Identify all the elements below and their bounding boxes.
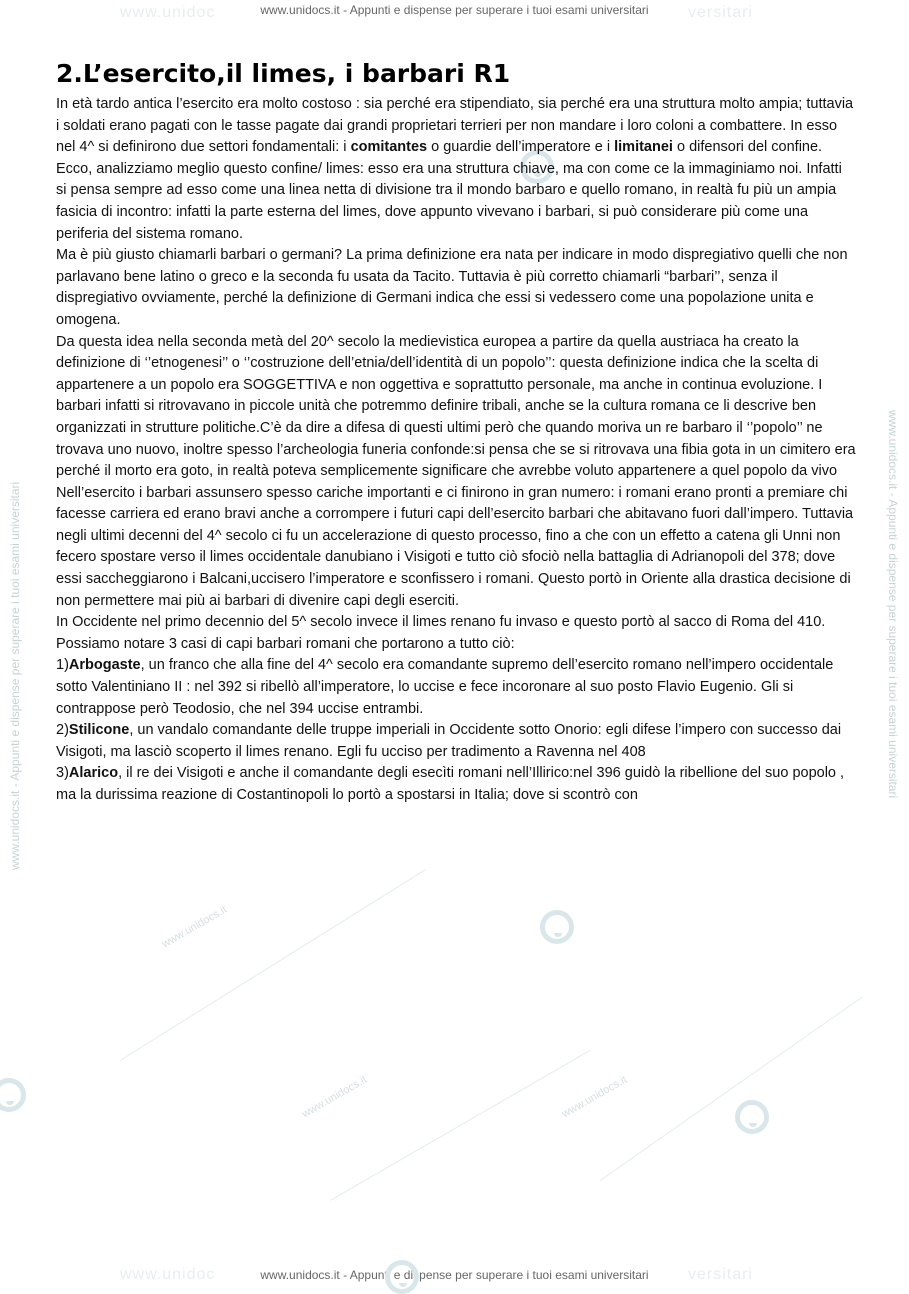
watermark-faint-right: versitari (688, 4, 754, 21)
side-watermark-right: www.unidocs.it - Appunti e dispense per superare i tuoi esami universitari (886, 410, 900, 799)
document-body (56, 58, 856, 807)
watermark-diagonal-line (120, 869, 426, 1061)
term-arbogaste: Arbogaste (68, 657, 141, 674)
diagonal-watermark-1: www.unidocs.it (160, 903, 230, 951)
paragraph-barbari-esercito: Nell’esercito i barbari assunsero spesso cariche importanti e ci finirono in gran numero: i romani erano pronti a premiare chi facesse carriera ed erano bravi anche a corrompere i futuri capi dell’esercito barbari che abitavano fuori dall’impero. Tuttavia negli ultimi decenni del 4^ secolo ci fu un accelerazione di questo processo, fino a che con un effetto a catena gli Unni non fecero spostare verso il limes occidentale danubiano i Visigoti e tutto ciò sfociò nella battaglia di Adrianopoli del 378; dove essi saccheggiarono i Balcani,uccisero l’imperatore e sconfissero i romani. Questo portò in Oriente alla drastica decisione di non permettere mai più ai barbari di divenire capi degli eserciti. (56, 484, 854, 609)
term-stilicone: Stilicone (68, 722, 130, 739)
watermark-logo-icon (0, 1078, 26, 1112)
watermark-logo-icon (385, 1260, 419, 1294)
paragraph-etnogenesi: Da questa idea nella seconda metà del 20^ secolo la medievistica europea a partire da quella austriaca ha creato la definizione di ‘’etnogenesi’’ o ‘’costruzione dell’etnia/dell’identità di un popolo’’: questa definizione indica che la scelta di appartenere a un popolo era SOGGETTIVA e non oggettiva e soprattutto personale, ma anche in continua evoluzione. I barbari infatti si ritrovavano in piccole unità che potremmo definire tribali, anche se la cultura romana ce li descrive ben organizzati in strutture politiche.C’è da dire a difesa di questi ultimi però che quando moriva un re barbaro il ‘’popolo’’ ne trovava uno nuovo, inoltre spesso l’archeologia funeria confonde:si pensa che se si ritrovava una fibia gota in un cimitero era perché il morto era goto, in realtà poteva semplicemente significare che avrebbe voluto appartenere a quel popolo da vivo (56, 333, 856, 480)
list-item-alarico: 3)Alarico, il re dei Visigoti e anche il comandante degli esecìti romani nell’Illirico:nel 396 guidò la ribellione del suo popolo , ma la durissima reazione di Costantinopoli lo portò a spostarsi in Italia; dove si scontrò con (56, 765, 845, 803)
watermark-faint-right-bottom: versitari (688, 1266, 754, 1283)
side-watermark-left: www.unidocs.it - Appunti e dispense per superare i tuoi esami universitari (8, 481, 22, 870)
watermark-logo-icon (540, 910, 574, 944)
term-alarico: Alarico (68, 765, 119, 782)
watermark-diagonal-line (600, 996, 863, 1180)
term-limitanei: limitanei (614, 139, 673, 156)
diagonal-watermark-2: www.unidocs.it (560, 1073, 630, 1121)
paragraph-esercito: In età tardo antica l’esercito era molto costoso : sia perché era stipendiato, sia perché era una struttura molto ampia; tuttavia i soldati erano pagati con le tasse pagate dai grandi proprietari terrieri per non mandare i loro coloni a combattere. In esso nel 4^ si definirono due settori fondamentali: i comitantes o guardie dell’imperatore e i limitanei o difensori del confine. (56, 96, 854, 156)
footer-watermark: www.unidocs.it - Appunti e dispense per superare i tuoi esami universitari (260, 1268, 649, 1282)
paragraph-limes: Ecco, analizziamo meglio questo confine/ limes: esso era una struttura chiave, ma con come ce la immaginiamo noi. Infatti si pensa sempre ad esso come una linea netta di divisione tra il mondo barbaro e quello romano, in realtà fu più un ampia fasicia di incontro: infatti la parte esterna del limes, dove appunto vivevano i barbari, si può considerare più come una periferia del sistema romano. (56, 160, 842, 242)
diagonal-watermark-3: www.unidocs.it (300, 1073, 370, 1121)
watermark-logo-icon (735, 1100, 769, 1134)
term-comitantes: comitantes (350, 139, 428, 156)
document-title: 2.L’esercito,il limes, i barbari R1 (56, 59, 511, 88)
watermark-faint-left-bottom: www.unidoc (120, 1266, 216, 1283)
watermark-faint-left: www.unidoc (120, 4, 216, 21)
list-item-stilicone: 2)Stilicone, un vandalo comandante delle truppe imperiali in Occidente sotto Onorio: egli difese l’impero con successo dai Visigoti, ma lasciò scoperto il limes renano. Egli fu ucciso per tradimento a Ravenna nel 408 (56, 722, 842, 760)
paragraph-barbari-germani: Ma è più giusto chiamarli barbari o germani? La prima definizione era nata per indicare in modo dispregiativo quelli che non parlavano bene latino o greco e la seconda fu usata da Tacito. Tuttavia è più corretto chiamarli “barbari’’, senza il dispregiativo ovviamente, perché la definizione di Germani indica che essi si vedessero come una popolazione unita e omogena. (56, 247, 848, 328)
list-item-arbogaste: 1)Arbogaste, un franco che alla fine del 4^ secolo era comandante supremo dell’esercito romano nell’impero occidentale sotto Valentiniano II : nel 392 si ribellò all’imperatore, lo uccise e fece incoronare al suo posto Flavio Eugenio. Gli si contrappose però Teodosio, che nel 394 uccise entrambi. (56, 657, 834, 717)
watermark-diagonal-line (330, 1050, 590, 1201)
paragraph-occidente: In Occidente nel primo decennio del 5^ secolo invece il limes renano fu invaso e questo portò al sacco di Roma del 410. Possiamo notare 3 casi di capi barbari romani che portarono a tutto ciò: (56, 614, 826, 652)
header-watermark: www.unidocs.it - Appunti e dispense per superare i tuoi esami universitari (260, 3, 649, 17)
